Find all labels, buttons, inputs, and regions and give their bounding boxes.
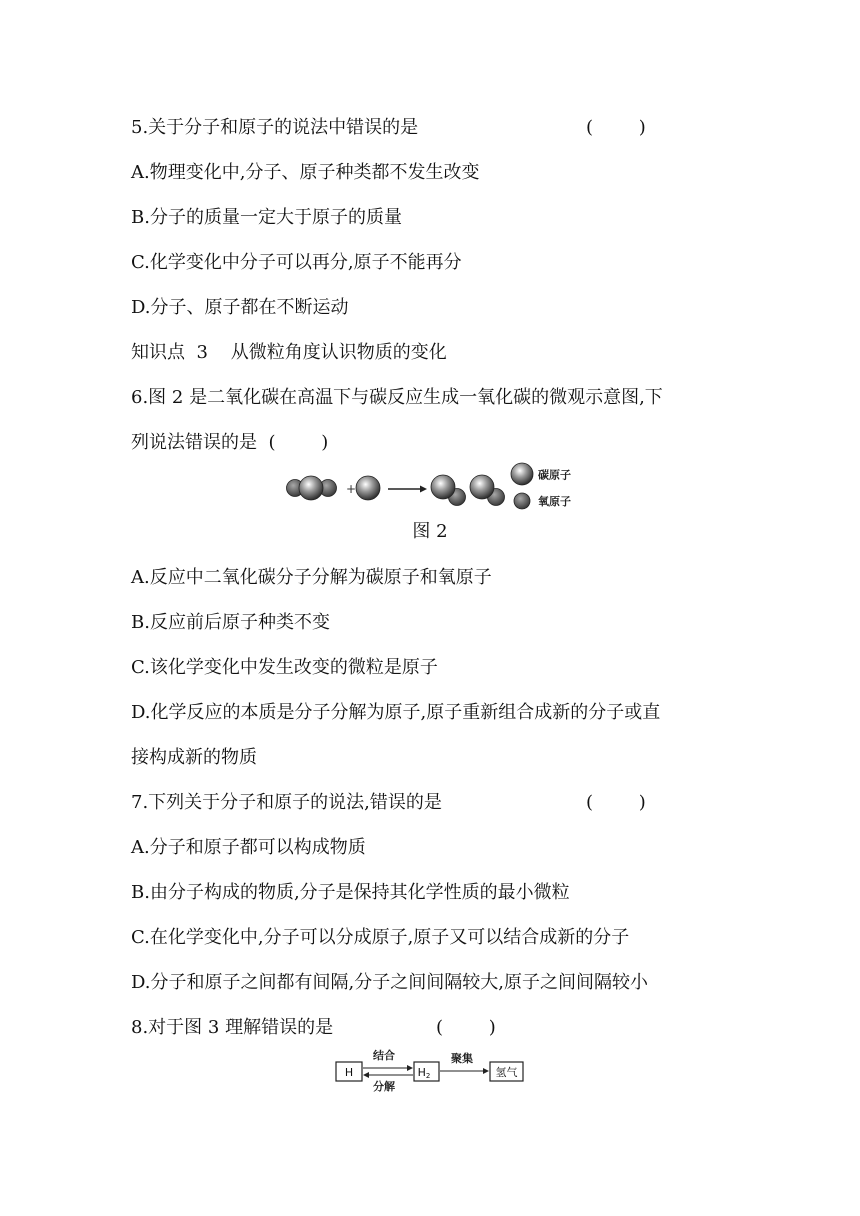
arrow-gather [440,1068,489,1074]
q7-answer-paren[interactable]: ( ) [586,792,646,813]
arrow-combine [363,1065,413,1071]
carbon-atom [299,476,323,500]
q5-option-a: A.物理变化中,分子、原子种类都不发生改变 [131,162,480,183]
box-hydrogen-gas [490,1062,523,1081]
svg-text:H: H [344,1066,354,1079]
legend-carbon-icon [511,463,533,485]
box-h2-molecule [414,1062,439,1081]
q5-option-d: D.分子、原子都在不断运动 [131,297,349,318]
q5-answer-paren[interactable]: ( ) [586,117,646,138]
q7-option-d: D.分子和原子之间都有间隔,分子之间间隔较大,原子之间间隔较小 [131,972,648,993]
q5-option-c: C.化学变化中分子可以再分,原子不能再分 [131,252,462,273]
label-gather: 聚集 [451,1052,473,1065]
legend-oxygen-label: 氧原子 [538,495,571,508]
q8-stem: 8.对于图 3 理解错误的是 [131,1017,334,1038]
section-heading: 知识点 3 从微粒角度认识物质的变化 [131,342,447,363]
q6-option-d-line2: 接构成新的物质 [131,747,257,768]
label-combine: 结合 [373,1049,395,1062]
q5-stem: 5.关于分子和原子的说法中错误的是 [131,117,419,138]
co2-molecule [287,476,337,500]
q7-option-a: A.分子和原子都可以构成物质 [131,837,366,858]
figure-3-diagram [333,1048,529,1096]
q7-option-c: C.在化学变化中,分子可以分成原子,原子又可以结合成新的分子 [131,927,630,948]
co-molecule [431,475,466,506]
reaction-arrow [388,486,427,493]
arrow-decompose [363,1072,413,1078]
q6-option-c: C.该化学变化中发生改变的微粒是原子 [131,657,438,678]
plus-sign: + [346,482,357,496]
q5-option-b: B.分子的质量一定大于原子的质量 [131,207,402,228]
carbon-atom [470,475,494,499]
q6-option-a: A.反应中二氧化碳分子分解为碳原子和氧原子 [131,567,492,588]
box-h-atom [336,1062,362,1081]
carbon-atom [356,476,380,500]
svg-text:氢气: 氢气 [495,1066,518,1079]
q7-stem: 7.下列关于分子和原子的说法,错误的是 [131,792,442,813]
q7-option-b: B.由分子构成的物质,分子是保持其化学性质的最小微粒 [131,882,570,903]
carbon-atom [431,475,455,499]
q8-answer-paren[interactable]: ( ) [436,1017,496,1038]
svg-text:H2: H2 [417,1066,431,1080]
legend-oxygen-icon [514,493,530,509]
co-molecule [470,475,505,506]
legend [511,463,571,509]
figure-2-diagram [280,460,590,516]
figure-2-caption: 图 2 [412,521,448,542]
legend-carbon-label: 碳原子 [538,468,571,482]
q6-stem-line2: 列说法错误的是 ( ) [131,432,329,453]
q6-stem-line1: 6.图 2 是二氧化碳在高温下与碳反应生成一氧化碳的微观示意图,下 [131,387,663,408]
q6-option-d-line1: D.化学反应的本质是分子分解为原子,原子重新组合成新的分子或直 [131,702,661,723]
q6-option-b: B.反应前后原子种类不变 [131,612,330,633]
label-decompose: 分解 [373,1080,395,1093]
